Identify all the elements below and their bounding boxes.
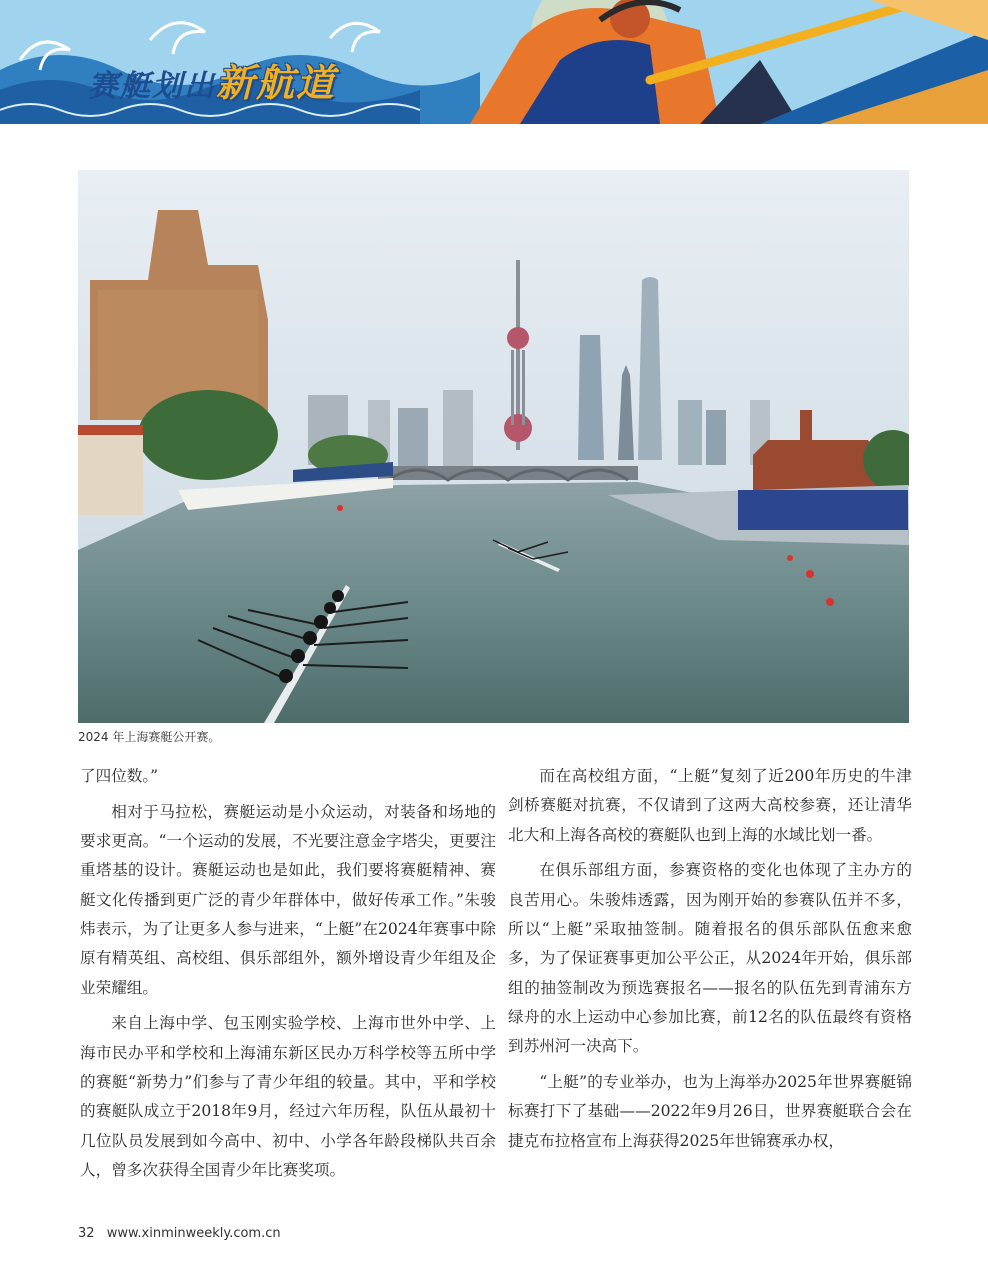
paragraph: 在俱乐部组方面，参赛资格的变化也体现了主办方的良苦用心。朱骏炜透露，因为刚开始的参赛队伍并不多，所以“上艇”采取抽签制。随着报名的俱乐部队伍愈来愈多，为了保证赛事更加公平公正，从2024年开始，俱乐部组的抽签制改为预选赛报名——报名的队伍先到青浦东方绿舟的水上运动中心参加比赛，前12名的队伍最终有资格到苏州河一决高下。 (508, 861, 912, 1056)
photo-suzhou-creek-illustration (78, 170, 909, 723)
banner-title-part2: 新航道 (216, 61, 337, 105)
paragraph: 了四位数。” (80, 767, 159, 785)
header-banner (0, 0, 988, 124)
paragraph: 而在高校组方面，“上艇”复刻了近200年历史的牛津剑桥赛艇对抗赛，不仅请到了这两大高校参赛，还让清华北大和上海各高校的赛艇队也到上海的水域比划一番。 (508, 767, 912, 844)
page-footer (78, 1226, 281, 1241)
paragraph: 相对于马拉松，赛艇运动是小众运动，对装备和场地的要求更高。“一个运动的发展，不光要注意金字塔尖，更要注重塔基的设计。赛艇运动也是如此，我们要将赛艇精神、赛艇文化传播到更广泛的青少年群体中，做好传承工作。”朱骏炜表示，为了让更多人参与进来，“上艇”在2024年赛事中除原有精英组、高校组、俱乐部组外，额外增设青少年组及企业荣耀组。 (80, 802, 496, 997)
paragraph: 来自上海中学、包玉刚实验学校、上海市世外中学、上海市民办平和学校和上海浦东新区民办万科学校等五所中学的赛艇“新势力”们参与了青少年组的较量。其中，平和学校的赛艇队成立于2018年9月，经过六年历程，队伍从最初十几位队员发展到如今高中、初中、小学各年龄段梯队共百余人，曾多次获得全国青少年比赛奖项。 (80, 1014, 496, 1179)
photo-caption: 2024 年上海赛艇公开赛。 (78, 730, 221, 744)
article-column-right (508, 762, 912, 1162)
website-url: www.xinminweekly.com.cn (106, 1226, 281, 1241)
banner-title-part1: 赛艇划出 (88, 69, 216, 104)
article-photo (78, 170, 909, 723)
banner-title (88, 52, 336, 107)
article-column-left (80, 762, 496, 1192)
page-number: 32 (78, 1226, 95, 1241)
paragraph: “上艇”的专业举办，也为上海举办2025年世界赛艇锦标赛打下了基础——2022年9月26日，世界赛艇联合会在捷克布拉格宣布上海获得2025年世锦赛承办权， (508, 1072, 912, 1150)
